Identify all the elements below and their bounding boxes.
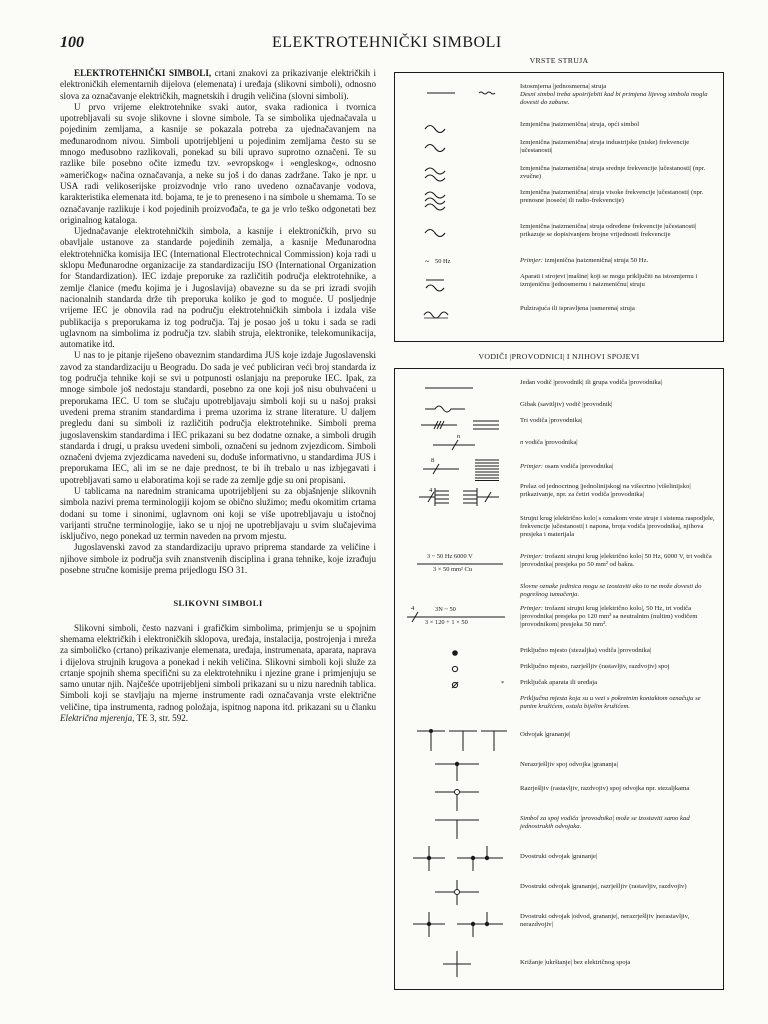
- low-frequency-ac-label: Izmjenična |naizmenična| struja industrijske (niske) frekvencije |učestanosti|: [520, 139, 690, 155]
- table-conductors: [394, 368, 724, 990]
- detachable-branch-label: Razrješljiv (rastavljiv, razdvojiv) spoj odvojka npr. stezaljkama: [520, 785, 690, 792]
- cross-reference-location: TE 3, str. 592.: [136, 713, 189, 724]
- cross-reference-article[interactable]: Električna mjerenja,: [60, 713, 135, 724]
- plain-branch-symbol: [395, 815, 513, 839]
- terminal-label: Priključno mjesto (stezaljka) vodiča |provodnika|: [520, 647, 652, 654]
- pulsating-current-label: Pulzirajuća ili ispravljena |usmerena| struja: [520, 305, 635, 312]
- conductor-count-n: n: [457, 433, 461, 440]
- ac-dc-apparatus-label: Aparati i strojevi |mašine| koji se mogu priključiti na istosmjernu i izmjeničnu |jednosmernu i naizmeničnu| struju: [520, 273, 698, 289]
- paragraph-graphic-symbols: [60, 623, 376, 725]
- ac-current-symbol: [395, 121, 513, 135]
- table-current-types: [394, 72, 724, 342]
- junction-omission-note: Simbol za spoj vodiča |provodnika| može se izostaviti samo kad jednostrukih odvojaka.: [520, 815, 690, 831]
- circuit-spec-bottom: 3 × 120 + 1 × 50: [425, 619, 468, 626]
- audio-frequency-ac-symbol: [395, 165, 513, 185]
- unit-omission-note: Slovne oznake jedinica mogu se izostaviti ako to ne može dovesti do pogrešnog tumačenja.: [520, 583, 702, 599]
- circuit-spec-top: 3N ~ 50: [435, 606, 456, 613]
- detachable-double-branch-symbol: [395, 877, 513, 907]
- conductor-count-4: 4: [429, 487, 433, 494]
- example-prefix: Primjer:: [520, 463, 544, 470]
- crossing-label: Križanje |ukrštanje| bez električnog spoja: [520, 959, 631, 966]
- apparatus-connection-label: Priključak aparata ili uređaja: [520, 679, 598, 686]
- dc-current-note: Desni simbol treba upotrijebiti kad bi primjena lijevog simbola mogla dovesti do zabune.: [520, 91, 708, 107]
- branch-symbols: [395, 725, 513, 753]
- circuit-spec-bottom: 3 × 50 mm² Cu: [433, 566, 472, 573]
- n-conductors-label: vodiča |provodnika|: [525, 439, 578, 446]
- n-conductors-italic: n: [520, 439, 524, 446]
- three-conductors-label: Tri vodiča |provodnika|: [520, 417, 583, 424]
- terminal-filled-symbol: [395, 647, 513, 659]
- three-phase-neutral-circuit-label: trofazni strujni krug |električno kolo|, 50 Hz, tri vodiča |provodnika| presjeka po 120 mm² sa neutralnim (nultim) vodičem |provodnikom| presjeka 50 mm².: [520, 605, 698, 629]
- single-conductor-symbol: [395, 379, 513, 395]
- flexible-conductor-label: Gibak (savitljiv) vodič |provodnik|: [520, 401, 613, 408]
- high-frequency-ac-label: Izmjenična |naizmenična| struja visoke frekvencije |učestanosti| (npr. prenosne |noseće| ili radio-frekvencije): [520, 189, 704, 205]
- table-current-types-heading: VRSTE STRUJA: [529, 56, 589, 65]
- article-title-term: ELEKTROTEHNIČKI SIMBOLI,: [74, 68, 212, 78]
- paragraph-iso31: Jugoslavenski zavod za standardizaciju upravo priprema standarde za veličine i njihove simbole iz područja svih znanstvenih disciplina i grana tehnike, koje izrađuju posebne stručne komisije prema prijedlogu ISO 31.: [60, 542, 376, 576]
- detachable-terminal-label: Priključno mjesto, razrješljiv (rastavljiv, razdvojiv) spoj: [520, 663, 670, 670]
- double-branch-symbol: [395, 843, 513, 873]
- branch-label: Odvojak |grananje|: [520, 731, 571, 738]
- graphic-symbols-text: Slikovni simboli, često nazvani i grafičkim simbolima, primjenju se u spojnim shemama električkih i elektroničkih sklopova, uređaja, instalacija, postrojenja i mreža za simboličko (crtano) prikazivanje elemenata, uređaja, instrumenata, aparata, naprava i dijelova strujnih krugova a ponekad i nekih veličina. Slikovni simboli koji služe za crtanje spojnih shema specifični su za elektrotehniku i njezine grane i primjenjuju se samo unutar njih. Najčešće upotrijebljeni simboli prikazani su u nizu narednih tablica. Simboli koji se stavljaju na mjerne instrumente radi označavanja vrste električne veličine, tipa instrumenta, radnog položaja, ispitnog napona itd. prikazani su u članku: [60, 622, 376, 712]
- three-conductors-symbol: [395, 417, 513, 433]
- eight-conductors-label: osam vodiča |provodnika|: [544, 463, 614, 470]
- dc-current-label: Istosmjerna |jednosmerna| struja: [520, 83, 607, 90]
- subheading-slikovni-simboli: SLIKOVNI SIMBOLI: [173, 598, 263, 609]
- ac-50hz-label: izmjenična |naizmenična| struja 50 Hz.: [544, 257, 649, 264]
- circuit-spec-top: 3 ~ 50 Hz 6000 V: [427, 553, 473, 560]
- three-phase-circuit-label: trofazni strujni krug |električno kolo| 50 Hz, 6000 V, tri vodiča |provodnika| presjeka po 50 mm² od bakra.: [520, 553, 712, 569]
- conductor-count-8: 8: [431, 457, 435, 464]
- ac-current-label: Izmjenična |naizmenična| struja, opći simbol: [520, 121, 640, 128]
- non-detachable-double-branch-label: Dvostruki odvojak |odvod, grananje|, nerazrješljiv |nerastavljiv, nerazdvojiv|: [520, 913, 690, 929]
- paragraph-terminology: U tablicama na narednim stranicama upotrijebljeni su za objašnjenje slikovnih simbola nazivi prema terminologiji kojom se obično služimo; među okomitim crtama dodani su tome i sinonimi, uglavnom oni koji se više upotrebljavaju u istočnoj varijanti stručne terminologije, iako se u njoj ne upotrebljavaju u svim slučajevima isključivo, nego ponekad uz termin naveden na prvom mjestu.: [60, 485, 376, 542]
- single-to-multiline-symbol: [395, 483, 513, 509]
- example-prefix: Primjer:: [520, 257, 544, 264]
- conductor-count-4: 4: [411, 605, 415, 612]
- apparatus-connection-symbol: [395, 679, 513, 691]
- example-prefix: Primjer:: [520, 553, 544, 560]
- crossing-symbol: [395, 949, 513, 979]
- non-detachable-branch-symbol: [395, 757, 513, 781]
- dc-current-symbol: [395, 83, 513, 105]
- page-number: 100: [60, 34, 84, 51]
- detachable-double-branch-label: Dvostruki odvojak |grananje|, razrješljiv (rastavljiv, razdvojiv): [520, 883, 687, 890]
- circuit-marking-label: Strujni krug |električno kolo| s oznakom vrste struje i sistema raspodjele, frekvencije |učestanosti| i napona, broja vodiča |provodnika|, njihova presjeka i materijala: [520, 515, 715, 539]
- detachable-branch-symbol: [395, 785, 513, 811]
- non-detachable-branch-label: Nerazrješljiv spoj odvojka |grananja|: [520, 761, 618, 768]
- non-detachable-double-branch-symbol: [395, 909, 513, 939]
- table-conductors-heading: VODIČI |PROVODNICI| I NJIHOVI SPOJEVI: [478, 352, 640, 361]
- single-conductor-label: Jedan vodič |provodnik| ili grupa vodiča |provodnika|: [520, 379, 663, 386]
- single-to-multiline-label: Prelaz od jednocrtnog |jednolinijskog| na višecrtno |višelinijsko| prikazivanje, npr. za četiri vodiča |provodnika|: [520, 483, 691, 499]
- paragraph-standardization: Ujednačavanje elektrotehničkih simbola, a kasnije i elektroničkih, prvo su obavljale ustanove za standarde pojedinih zemalja, a kasnije Međunarodna elektrotehnička komisija IEC (International Electrotechnical Commission) koja radi u sklopu Međunarodne organizacije za standardizaciju ISO (International Organization for Standardization). IEC izdaje preporuke za različitih područja elektrotehnike, a zemlje članice (među kojima je i Jugoslavija) obavezne su da se pri izradi svojih nacionalnih standarda drže tih preporuka koliko je god to moguće. U posljednje vrijeme IEC je obnovila rad na području elektrotehničkih simbola i izdala više publikacija s preporukama iz tog područja. Taj je posao još u toku i sada se radi uglavnom na simbolima iz područja tzv. slabih struja, elektronike, telekomunikacija, automatike itd.: [60, 226, 376, 350]
- low-frequency-ac-symbol: [395, 139, 513, 157]
- wave-glyph: ~: [425, 257, 430, 266]
- terminal-open-symbol: [395, 663, 513, 675]
- eight-conductors-symbol: [395, 457, 513, 481]
- high-frequency-ac-symbol: [395, 189, 513, 215]
- ac-dc-apparatus-symbol: [395, 273, 513, 295]
- non-standard-star: *: [501, 680, 505, 687]
- intro-paragraph: [60, 68, 376, 102]
- paragraph-jus: U nas to je pitanje riješeno obaveznim standardima JUS koje izdaje Jugoslavenski zavod za standardizaciju u Beogradu. Do sada je već publiciran veći broj standarda iz tog područja tehnike koji se svi u potpunosti oslanjaju na preporuke IEC. Ipak, za mnoge simbole još nedostaju standardi, posebno za one koji još nisu obuhvaćeni u preporukama IEC. U tom se slučaju upotrebljavaju simboli koji su u našoj praksi uvedeni prema stranim standardima i prema uzorima iz strane literature. U daljem pregledu dani su simboli iz različitih područja elektrotehnike. Simboli prema jugoslavenskim standardima i IEC prikazani su bez dodatne oznake, a simboli drugih standarda i drugi, u praksu uvedeni simboli, označeni su jednom zvjezdicom. Simboli označeni dvjema zvjezdicama navedeni su, doduše informativno, u standardima JUS i preporukama IEC, ali im se ne daje prednost, te bi ih trebalo u nas izbjegavati i upotrebljavati samo u elaboratima koji se rade za zemlje gdje su oni propisani.: [60, 350, 376, 485]
- n-conductors-symbol: [395, 433, 513, 455]
- flexible-conductor-symbol: [395, 401, 513, 417]
- pulsating-current-symbol: [395, 305, 513, 323]
- paragraph-history: U prvo vrijeme elektrotehnike svaki autor, svaka radionica i tvornica upotrebljavali su svoje slikovne i slovne simbole. Ta se simbolika ujednačavala u pojedinim zemljama, a kasnije se pokazala potreba za ujednačavanjem na međunarodnom nivou. Simboli upotrijebljeni u pojedinim zemljama često su se mnogo međusobno razlikovali, ponekad su bili upravo suprotno označeni. Te su razlike bile posebno očite između tzv. »evropskog« i »engleskog«, odnosno »američkog« načina označavanja, a neke su još i do danas zadržane. Tako je npr. u USA radi velikoserijske proizvodnje vrlo rano uvedeno označavanje vodova, karakteristika elemenata itd. bojama, te je to preneseno i na simbole u shemama. To se označavanje razlikuje i kod pojedinih proizvođača, te ga je vrlo teško odgonetati bez originalnog kataloga.: [60, 101, 376, 225]
- specified-frequency-ac-symbol: [395, 223, 513, 243]
- audio-frequency-ac-label: Izmjenična |naizmenična| struja srednje frekvencije |učestanosti| (npr. zvučne): [520, 165, 706, 181]
- ac-50hz-value: 50 Hz: [435, 258, 451, 265]
- example-prefix: Primjer:: [520, 605, 544, 612]
- specified-frequency-ac-label: Izmjenična |naizmenična| struja određene frekvencije |učestanosti| prikazuje se dopisivanjem brojne vrijednosti frekvencije: [520, 223, 697, 239]
- double-branch-label: Dvostruki odvojak |grananje|: [520, 853, 598, 860]
- intro-text: crtani znakovi za prikazivanje električkih i elektroničkih elementarnih dijelova (elemenata) i uređaja (slikovni simboli), odnosno slova za označavanje električkih, magnetskih i drugih veličina (slovni simboli).: [60, 68, 377, 101]
- page-title: ELEKTROTEHNIČKI SIMBOLI: [272, 34, 502, 51]
- article-text-column: [60, 68, 376, 724]
- terminal-marking-note: Priključna mjesta koja su u vezi s pokretnim kontaktom označuju se punim kružićem, ostala bijelim kružićem.: [520, 695, 701, 711]
